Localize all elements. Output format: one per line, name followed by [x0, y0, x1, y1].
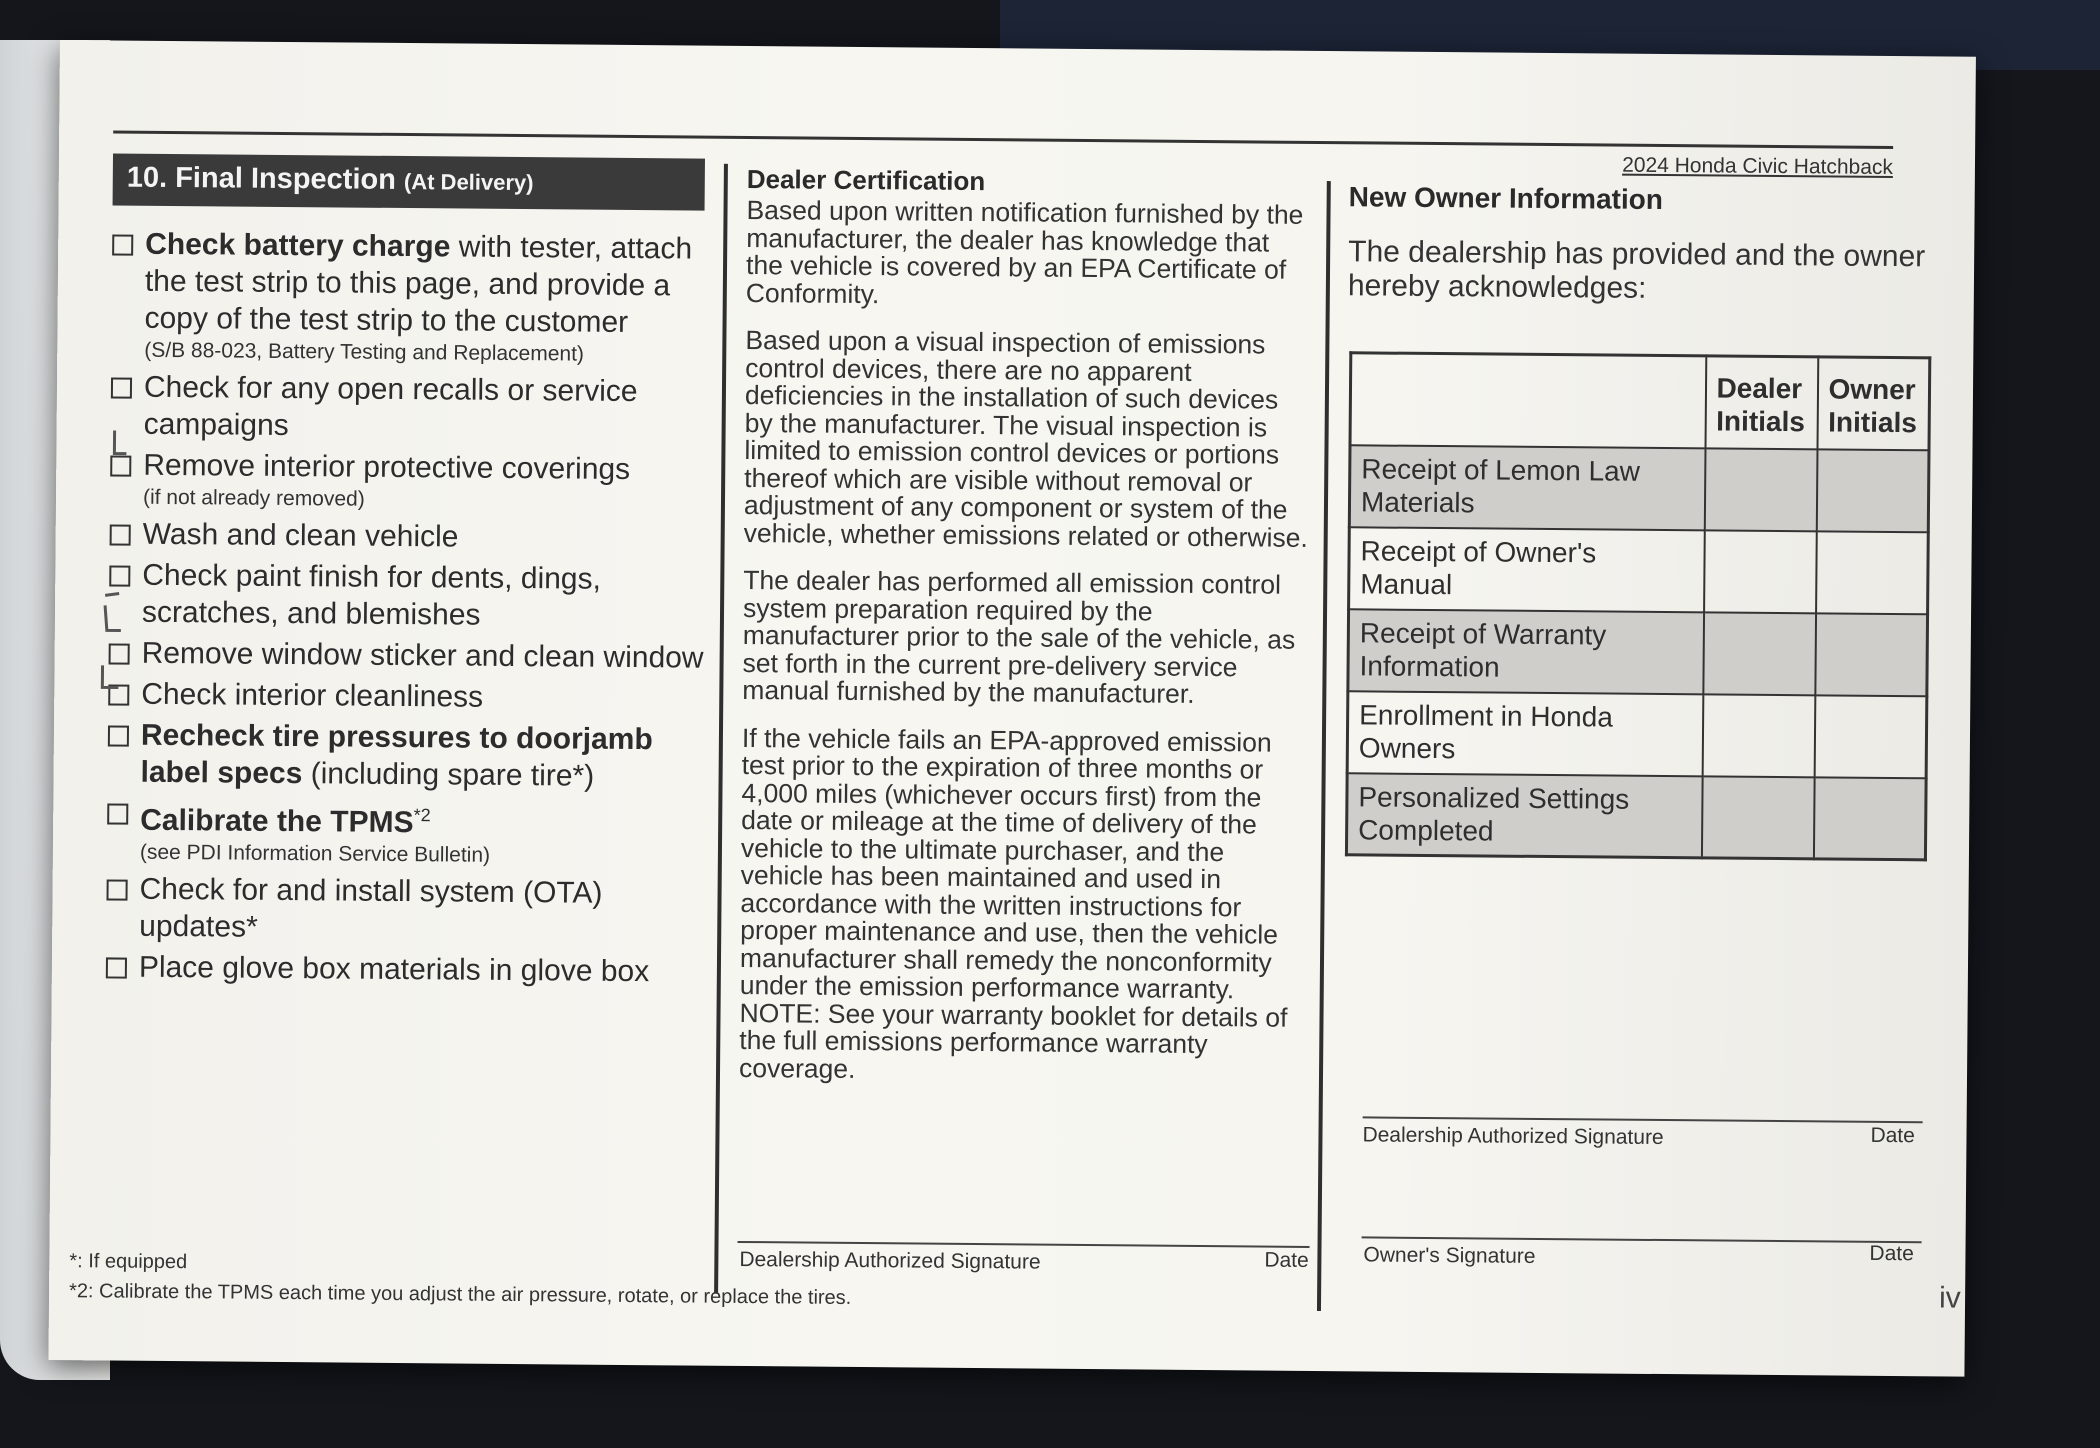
- checkbox[interactable]: [106, 957, 127, 978]
- dealer-cert-paragraph: Based upon a visual inspection of emissions control devices, there are no apparent deficiencies in the installation of such devices by the manufacturer. The visual inspection is limited to emission control devices or portions thereof which are visible without removal or adjustment of any component or system of the vehicle, whether emissions related or otherwise.: [743, 324, 1308, 553]
- owner-signature-label: Owner's Signature: [1363, 1243, 1536, 1268]
- checklist-item: [108, 675, 708, 717]
- checklist-item-label: Check for and install system (OTA) updates*: [139, 872, 603, 944]
- new-owner-intro: The dealership has provided and the owner hereby acknowledges:: [1347, 235, 1926, 305]
- dealer-initials-cell[interactable]: [1702, 694, 1815, 777]
- document-title: 2024 Honda Civic Hatchback: [1622, 153, 1894, 179]
- dealer-cert-heading: Dealer Certification: [746, 163, 986, 197]
- footnote-if-equipped: *: If equipped: [69, 1250, 188, 1274]
- dealer-cert-signature-label: Dealership Authorized Signature: [739, 1247, 1041, 1274]
- column-divider: [714, 164, 728, 1294]
- checklist-item-note: (S/B 88-023, Battery Testing and Replacement): [144, 338, 585, 366]
- checklist-item-note: (see PDI Information Service Bulletin): [139, 840, 491, 867]
- new-owner-information: [1348, 181, 1929, 308]
- owner-initials-cell[interactable]: [1814, 695, 1927, 778]
- owner-initials-cell[interactable]: [1816, 449, 1929, 532]
- table-row: [1348, 609, 1928, 696]
- acknowledgement-table: [1345, 351, 1931, 861]
- dealer-cert-paragraph: Based upon written notification furnished by the manufacturer, the dealer has knowledge that the vehicle is covered by an EPA Certificate of Conformity.: [745, 194, 1304, 309]
- dealer-initials-cell[interactable]: [1701, 776, 1814, 859]
- checkbox[interactable]: [106, 879, 127, 900]
- checklist-item-text: [140, 717, 708, 796]
- table-row: [1349, 527, 1929, 614]
- owner-initials-cell[interactable]: [1816, 531, 1929, 614]
- table-header-dealer-initials: Dealer Initials: [1705, 356, 1818, 449]
- checklist-item: [108, 634, 708, 676]
- checklist-item: [107, 794, 708, 871]
- checklist-item: [109, 556, 710, 635]
- dealer-initials-cell[interactable]: [1703, 612, 1816, 695]
- footnote-tpms: *2: Calibrate the TPMS each time you adjust the air pressure, rotate, or replace the tires.: [68, 1280, 852, 1309]
- checkbox[interactable]: [107, 803, 128, 824]
- owner-signature-line[interactable]: [1362, 1236, 1922, 1243]
- checklist-item-label: Place glove box materials in glove box: [138, 950, 650, 989]
- owner-initials-cell[interactable]: [1815, 613, 1928, 696]
- section-subtitle: (At Delivery): [403, 169, 534, 196]
- checklist-item-text: [140, 795, 491, 870]
- table-row: [1347, 691, 1927, 778]
- table-row-label: Receipt of Lemon Law Materials: [1349, 445, 1705, 530]
- checklist-item-label: with tester, attach the test strip to this page, and provide a copy of the test strip to the customer: [144, 230, 693, 339]
- checklist-item: [111, 225, 712, 369]
- checklist-item-bold: Check battery charge: [145, 227, 451, 264]
- checklist-item-label: Check paint finish for dents, dings, scratches, and blemishes: [141, 558, 602, 632]
- section-header: [113, 153, 705, 210]
- checklist-item: [110, 515, 710, 557]
- table-row-label: Personalized Settings Completed: [1346, 773, 1702, 858]
- checklist-item: [106, 948, 706, 990]
- owner-date-label: Date: [1869, 1241, 1914, 1266]
- checklist-item-label: Check interior cleanliness: [141, 677, 484, 714]
- checklist-item-note: (if not already removed): [142, 485, 365, 511]
- new-owner-heading: New Owner Information: [1348, 181, 1664, 215]
- table-header-owner-initials: Owner Initials: [1817, 357, 1930, 450]
- checklist-item-label: Wash and clean vehicle: [142, 517, 459, 554]
- dealer-signature-line[interactable]: [1363, 1116, 1923, 1123]
- pen-checkmarks: [84, 425, 167, 746]
- dealer-date-label: Date: [1870, 1123, 1915, 1148]
- checklist-item-text: [139, 949, 650, 990]
- checklist-item-text: [142, 557, 710, 636]
- dealer-initials-cell[interactable]: [1704, 448, 1817, 531]
- table-row-label: Enrollment in Honda Owners: [1347, 691, 1703, 776]
- checklist-item-text: [144, 226, 712, 370]
- checklist-item-text: [141, 635, 703, 677]
- dealer-signature-label: Dealership Authorized Signature: [1362, 1123, 1664, 1150]
- checklist-item: [110, 446, 711, 516]
- checklist-item-text: [141, 676, 483, 716]
- checklist-item-label: Remove interior protective coverings: [143, 448, 631, 486]
- table-header-blank: [1350, 353, 1706, 448]
- table-row: [1349, 445, 1929, 532]
- table-row: [1346, 773, 1926, 860]
- dealer-cert-paragraph: The dealer has performed all emission control system preparation required by the manufacturer prior to the sale of the vehicle, as set forth in the current pre-delivery service manual furnished by the manufacturer.: [742, 564, 1296, 709]
- column-divider: [1317, 181, 1331, 1311]
- checklist-item: [106, 870, 707, 949]
- checklist-item-label: (including spare tire*): [302, 757, 595, 793]
- checklist-item-text: [143, 369, 711, 448]
- table-row-label: Receipt of Owner's Manual: [1349, 527, 1705, 612]
- page-number: iv: [1938, 1281, 1961, 1315]
- checklist-item-bold: Calibrate the TPMS: [140, 803, 414, 840]
- checklist-item-text: [143, 516, 459, 556]
- checkbox[interactable]: [111, 377, 132, 398]
- checklist-item-text: [143, 447, 630, 516]
- checklist-item-label: Remove window sticker and clean window: [141, 636, 704, 675]
- owner-initials-cell[interactable]: [1813, 777, 1926, 860]
- checklist-item: [110, 368, 711, 447]
- section-title: 10. Final Inspection: [126, 161, 397, 196]
- checklist-item-label: Check for any open recalls or service campaigns: [143, 370, 638, 443]
- dealer-cert-signature-line[interactable]: [738, 1241, 1310, 1248]
- checklist-item: [107, 716, 708, 795]
- dealer-cert-date-label: Date: [1264, 1248, 1309, 1272]
- dealer-certification: [739, 164, 1312, 1107]
- checklist-item-bold: Recheck tire pressures to doorjamb label specs: [140, 718, 653, 791]
- checkbox[interactable]: [112, 234, 133, 255]
- dealer-cert-paragraph: If the vehicle fails an EPA-approved emission test prior to the expiration of three months or 4,000 miles (whichever occurs first) from the date or mileage at the time of delivery of the vehicle to the ultimate purchaser, and the vehicle has been maintained and used in accordance with the written instructions for proper maintenance and use, then the vehicle manufacturer shall remedy the nonconformity under the emission performance warranty. NOTE: See your warranty booklet for details of the full emissions performance warranty coverage.: [738, 722, 1288, 1084]
- table-row-label: Receipt of Warranty Information: [1348, 609, 1704, 694]
- top-rule: [113, 130, 1893, 149]
- checklist-item-text: [139, 871, 707, 950]
- booklet-page: [48, 40, 1975, 1377]
- dealer-initials-cell[interactable]: [1704, 530, 1817, 613]
- inspection-checklist: [106, 225, 713, 994]
- footnote-marker: *2: [413, 805, 431, 826]
